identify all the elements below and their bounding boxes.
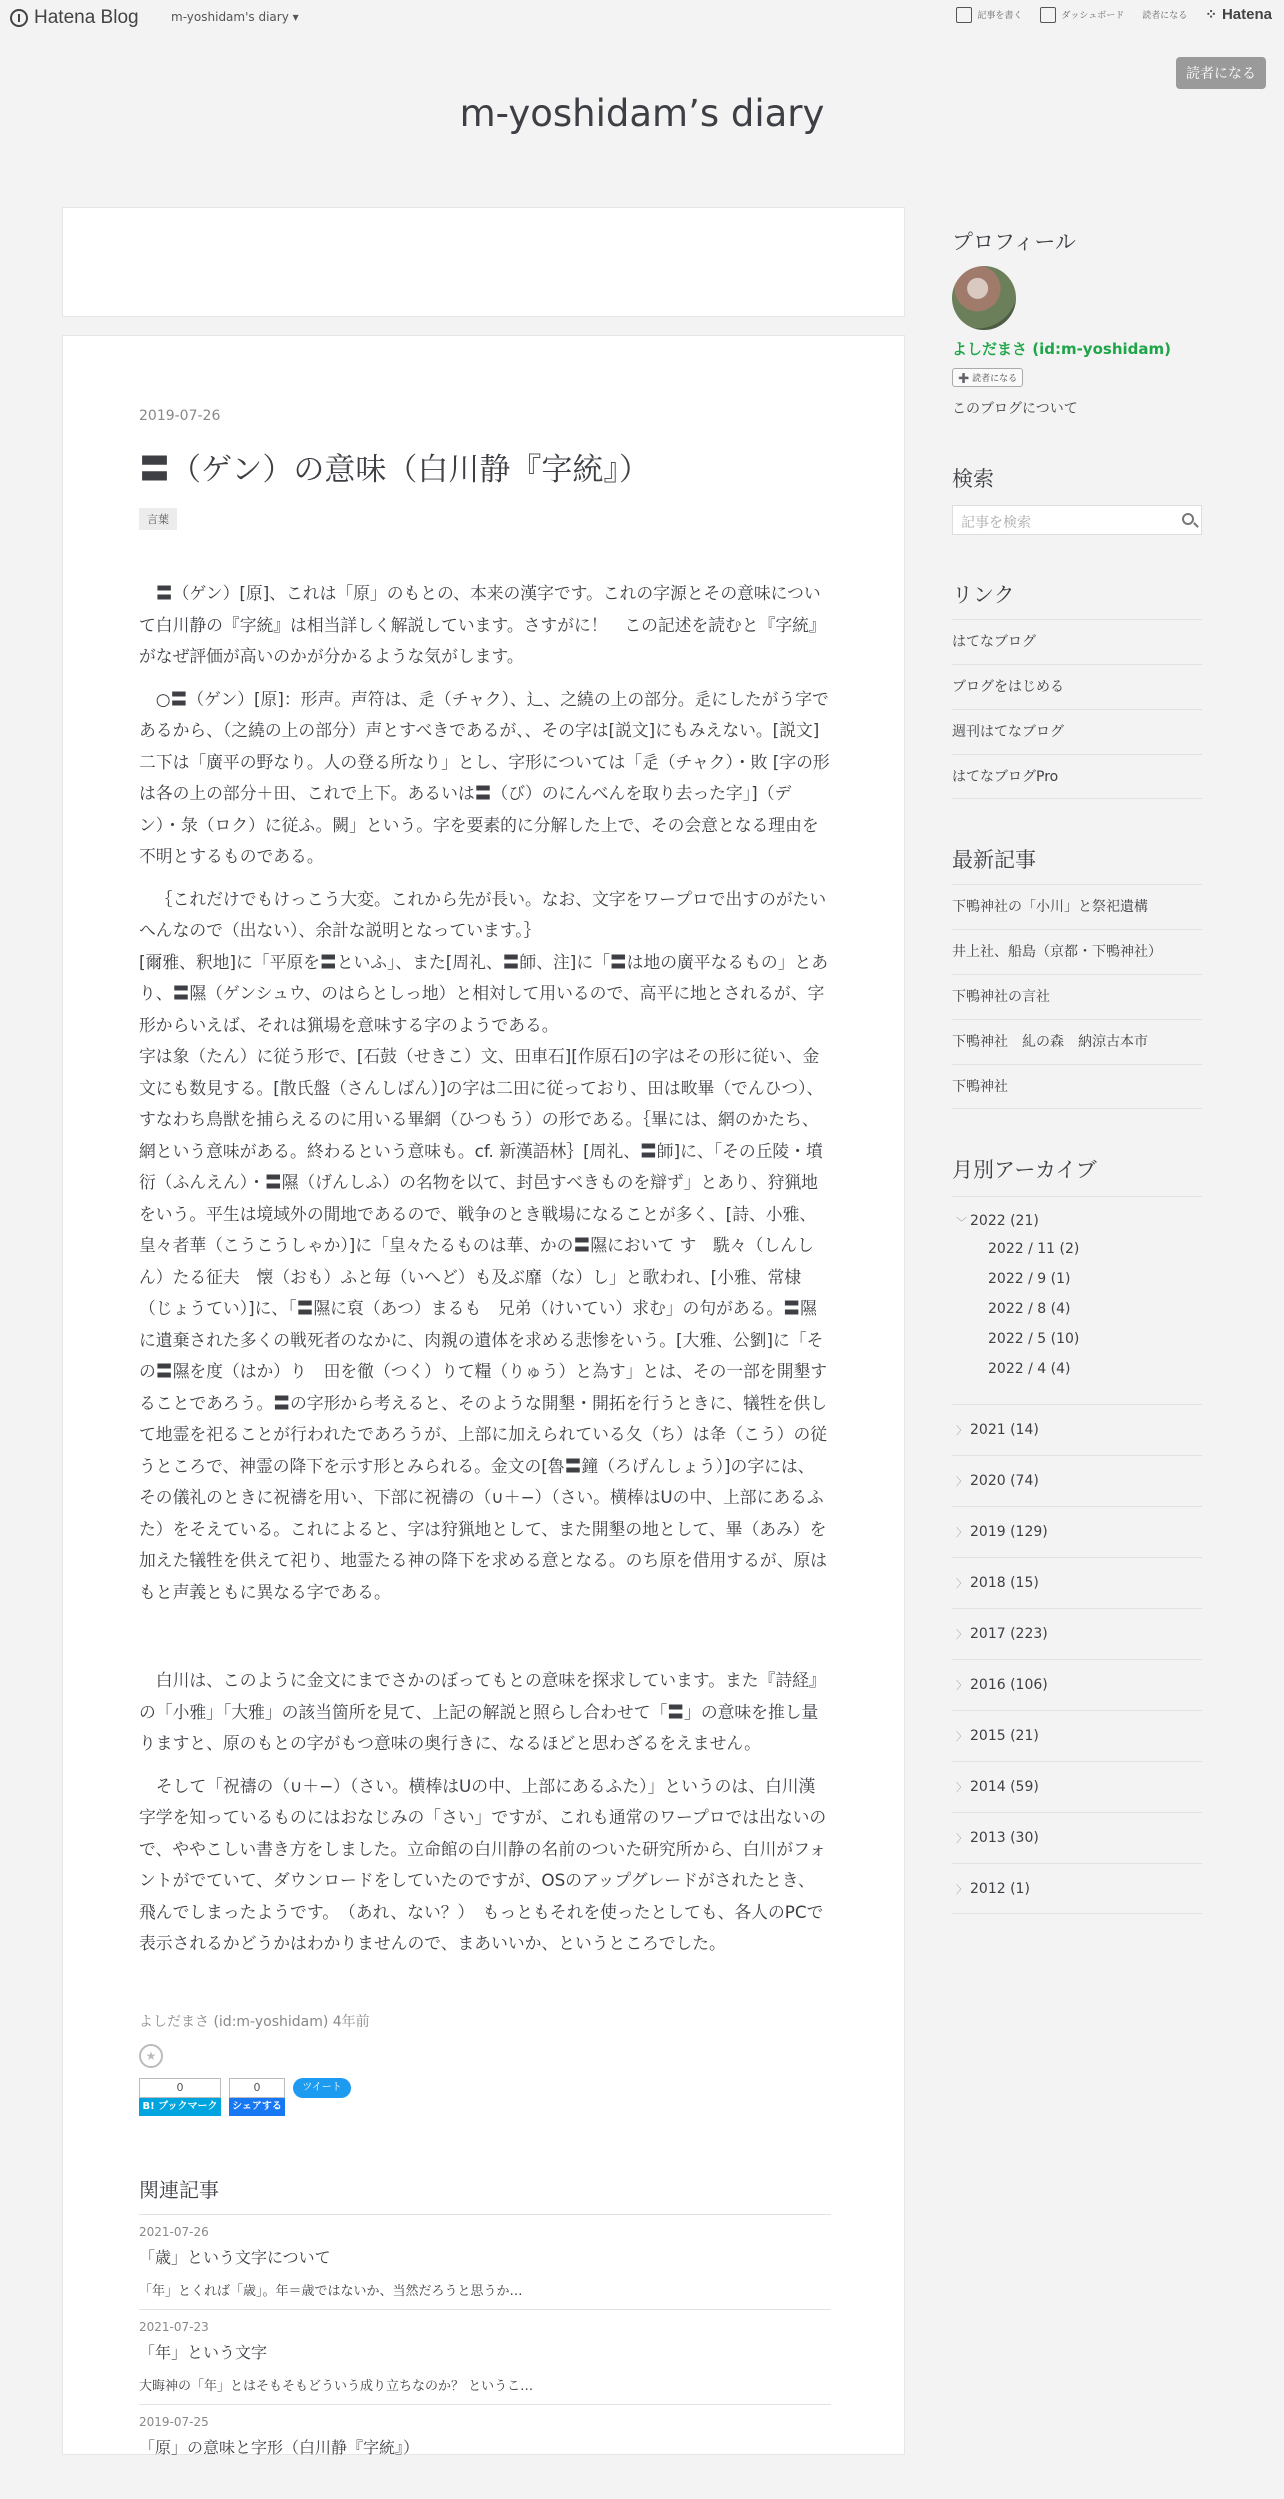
archive-year[interactable]: 〉 2014 (59)	[952, 1761, 1202, 1812]
body-paragraph: そして「祝禱の（∪＋−）（さい。横棒はUの中、上部にあるふた）」というのは、白川漢字学を知っているものにはおなじみの「さい」ですが、これも通常のワープロでは出ないので、ややこしい書き方をしました。立命館の白川静の名前のついた研究所から、白川がフォントがでていて、ダウンロードをしていたのですが、OSのアップグレードがされたとき、飛んでしまったようです。 （あれ、ない？） もっともそれを使ったとしても、各人のPCで表示されるかどうかはわかりませんので、まあいいか、というところでした。	[139, 1775, 827, 1953]
ad-placeholder	[62, 207, 905, 317]
body-paragraph: ○〓（ゲン）[原]：形声。声符は、辵（チャク）、辶、之繞の上の部分。辵にしたがう字であるから、（之繞の上の部分）声とすべきであるが、、その字は[説文]にもみえない。[説文]二下は「廣平の野なり。人の登る所なり」とし、字形については「辵（チャク）・敗 [字の形は各の上の部分＋田、これで上下。あるいは〓（び）のにんべんを取り去った字」]（デン）・彔（ロク）に従ふ。闕」という。字を要素的に分解した上で、その会意となる理由を不明とするものである。	[139, 688, 830, 866]
related-title[interactable]: 「原」の意味と字形（白川静『字統』）	[139, 2438, 420, 2457]
hatena-dots-icon: ⁘	[1205, 6, 1217, 22]
links-list	[952, 619, 1202, 799]
dashboard-icon	[1040, 7, 1056, 23]
recent-item[interactable]: 下鴨神社の言社	[952, 974, 1202, 1019]
related-date: 2021-07-26	[139, 2225, 209, 2239]
bookmark-count: 0	[139, 2078, 221, 2098]
body-paragraph: ｛これだけでもけっこう大変。これから先が長い。なお、文字をワープロで出すのがたいへんなので（出ない）、余計な説明となっています。｝	[139, 888, 827, 940]
archive-year[interactable]: 〉 2018 (15)	[952, 1557, 1202, 1608]
archive-year[interactable]: 〉 2016 (106)	[952, 1659, 1202, 1710]
chevron-right-icon: 〉	[956, 1628, 967, 1641]
body-paragraph: [爾雅、釈地]に「平原を〓といふ」、また[周礼、〓師、注]に「〓は地の廣平なるもの」とあり、〓隰（ゲンシュウ、のはらとしっ地）と相対して用いるので、高平に地とされるが、字形からいえば、それは猟場を意味する字のようである。	[139, 951, 829, 1035]
link-item[interactable]: ブログをはじめる	[952, 664, 1202, 709]
global-header-actions	[956, 6, 1272, 23]
category-tag[interactable]: 言葉	[139, 508, 177, 530]
recent-list	[952, 884, 1202, 1109]
blog-title[interactable]: m-yoshidam’s diary	[459, 92, 825, 135]
chevron-right-icon: 〉	[956, 1475, 967, 1488]
hatena-blog-logo[interactable]: Hatena Blog	[10, 7, 139, 29]
link-item[interactable]: 週刊はてなブログ	[952, 709, 1202, 754]
about-blog-link[interactable]: このブログについて	[952, 401, 1078, 417]
dashboard-link[interactable]: ダッシュボード	[1040, 7, 1124, 23]
recent-heading: 最新記事	[952, 848, 1036, 872]
related-list	[139, 2214, 831, 2499]
chevron-right-icon: 〉	[956, 1679, 967, 1692]
facebook-count: 0	[229, 2078, 285, 2098]
chevron-right-icon: 〉	[956, 1781, 967, 1794]
related-title[interactable]: 「歳」という文字について	[139, 2248, 331, 2267]
chevron-right-icon: 〉	[956, 1883, 967, 1896]
chevron-right-icon: 〉	[956, 1577, 967, 1590]
facebook-label: シェアする	[229, 2098, 285, 2116]
archive-year[interactable]: 〉 2017 (223)	[952, 1608, 1202, 1659]
profile-module	[952, 226, 1202, 417]
archive-year[interactable]: 〉 2020 (74)	[952, 1455, 1202, 1506]
hatena-logo-icon	[10, 9, 28, 27]
archive-months	[970, 1241, 1202, 1391]
share-buttons	[139, 2078, 351, 2116]
facebook-share-button[interactable]	[229, 2078, 285, 2116]
profile-subscribe-button[interactable]: ➕ 読者になる	[952, 368, 1023, 387]
entry-date[interactable]: 2019-07-26	[139, 408, 221, 424]
archive-heading: 月別アーカイブ	[952, 1158, 1097, 1182]
chevron-down-icon: ﹀	[956, 1216, 967, 1229]
body-paragraph: 〓（ゲン）[原]、これは「原」のもとの、本来の漢字です。これの字源とその意味について白川静の『字統』は相当詳しく解説しています。さすがに！ この記述を読むと『字統』がなぜ評価が高いのかが分かるような気がします。	[139, 583, 826, 666]
search-icon[interactable]	[1182, 513, 1194, 525]
recent-item[interactable]: 下鴨神社	[952, 1064, 1202, 1109]
chevron-right-icon: 〉	[956, 1526, 967, 1539]
hatena-menu[interactable]: ⁘ Hatena	[1205, 6, 1272, 23]
archive-year-open[interactable]: ﹀ 2022 (21) 2022 / 11 (2) 2022 / 9 (1) 2022 / 8 (4) 2022 / 5 (10) 2022 / 4 (4)	[952, 1196, 1202, 1404]
related-snippet: 大晦神の「年」とはそもそもどういう成り立ちなのか？ というこ…	[139, 2379, 534, 2394]
profile-heading: プロフィール	[952, 230, 1076, 254]
recent-item[interactable]: 下鴨神社の「小川」と祭祀遺構	[952, 884, 1202, 929]
blog-switcher[interactable]: m-yoshidam's diary ▾	[171, 10, 299, 24]
subscribe-button[interactable]: 読者になる	[1176, 57, 1266, 89]
recent-item[interactable]: 下鴨神社 糺の森 納涼古本市	[952, 1019, 1202, 1064]
entry-author-line[interactable]: よしだまさ (id:m-yoshidam) 4年前	[139, 2014, 370, 2030]
add-star-icon[interactable]: ★	[139, 2044, 163, 2068]
recent-entries-module	[952, 844, 1202, 1095]
chevron-right-icon: 〉	[956, 1424, 967, 1437]
write-article-link[interactable]: 記事を書く	[956, 7, 1022, 23]
article	[62, 335, 905, 2455]
links-module	[952, 579, 1202, 785]
archive-month[interactable]: 2022 / 11 (2)	[988, 1241, 1080, 1257]
reader-link[interactable]: 読者になる	[1142, 11, 1188, 21]
related-date: 2019-07-25	[139, 2415, 209, 2429]
related-item[interactable]	[139, 2309, 831, 2404]
related-snippet: 「年」とくれば「歳」。年＝歳ではないか、当然だろうと思うか…	[139, 2284, 523, 2299]
related-date: 2021-07-23	[139, 2320, 209, 2334]
archive-month[interactable]: 2022 / 9 (1)	[988, 1271, 1071, 1287]
links-heading: リンク	[952, 583, 1015, 607]
archive-year[interactable]: 〉 2012 (1)	[952, 1863, 1202, 1914]
avatar[interactable]	[952, 266, 1016, 330]
recent-item[interactable]: 井上社、船島（京都・下鴨神社）	[952, 929, 1202, 974]
chevron-right-icon: 〉	[956, 1832, 967, 1845]
tweet-button[interactable]: ツイート	[293, 2078, 351, 2098]
archive-year[interactable]: 〉 2013 (30)	[952, 1812, 1202, 1863]
link-item[interactable]: はてなブログ	[952, 619, 1202, 664]
profile-name-link[interactable]: よしだまさ (id:m-yoshidam)	[952, 340, 1171, 358]
archive-list	[952, 1196, 1202, 1914]
bookmark-label: B! ブックマーク	[139, 2098, 221, 2116]
archive-module	[952, 1154, 1202, 1897]
archive-month[interactable]: 2022 / 5 (10)	[988, 1331, 1080, 1347]
global-header	[0, 0, 1284, 36]
related-item[interactable]	[139, 2404, 831, 2499]
bookmark-button[interactable]	[139, 2078, 221, 2116]
search-heading: 検索	[952, 467, 994, 491]
link-item[interactable]: はてなブログPro	[952, 754, 1202, 799]
body-paragraph: 白川は、このように金文にまでさかのぼってもとの意味を探求しています。また『詩経』の「小雅」「大雅」の該当箇所を見て、上記の解説と照らし合わせて「〓」の意味を推し量りますと、原のもとの字がもつ意味の奥行きに、なるほどと思わざるをえません。	[139, 1670, 826, 1753]
archive-year[interactable]: 〉 2019 (129)	[952, 1506, 1202, 1557]
archive-month[interactable]: 2022 / 8 (4)	[988, 1301, 1071, 1317]
body-paragraph: 字は象（たん）に従う形で、[石鼓（せきこ）文、田車石][作原石]の字はその形に従い、金文にも数見する。[散氏盤（さんしばん）]の字は二田に従っており、田は畋畢（でんひつ）、すなわち鳥獣を捕らえるのに用いる畢網（ひつもう）の形である。｛畢には、網のかたち、網という意味がある。終わるという意味も。cf. 新漢語林｝[周礼、〓師]に、「その丘陵・墳衍（ふんえん）・〓隰（げんしふ）の名物を以て、封邑すべきものを辯ず」とあり、狩猟地をいう。平生は境域外の閒地であるので、戦争のとき戦場になることが多く、[詩、小雅、皇々者華（こうこうしゃか）]に「皇々たるものは華、かの〓隰において す 駪々（しんしん）たる征夫 懐（おも）ふと毎（いへど）も及ぶ靡（な）し」と歌われ、[小雅、常棣（じょうてい）]に、「〓隰に裒（あつ）まるも 兄弟（けいてい）求む」の句がある。〓隰に遺棄された多くの戦死者のなかに、肉親の遺体を求める悲惨をいう。[大雅、公劉]に「その〓隰を度（はか）り 田を徹（つく）りて糧（りゅう）と為す」とは、その一部を開墾することであろう。〓の字形から考えると、そのような開墾・開拓を行うときに、犠牲を供して地霊を祀ることが行われたであろうが、上部に加えられている夂（ち）は夅（こう）の従うところで、神霊の降下を示す形とみられる。金文の[魯〓鐘（ろげんしょう）]の字には、その儀礼のときに祝禱を用い、下部に祝禱の（∪＋−）（さい。横棒はUの中、上部にあるふた）をそえている。これによると、字は狩猟地として、また開墾の地として、畢（あみ）を加えた犠牲を供えて祀り、地霊たる神の降下を求める意となる。のち原を借用するが、原はもと声義ともに異なる字である。	[139, 1046, 828, 1602]
search-module	[952, 463, 1202, 531]
archive-year[interactable]: 〉 2015 (21)	[952, 1710, 1202, 1761]
pencil-icon	[956, 7, 972, 23]
archive-month[interactable]: 2022 / 4 (4)	[988, 1361, 1071, 1377]
entry-title[interactable]: 〓（ゲン）の意味（白川静『字統』）	[139, 452, 650, 488]
related-title[interactable]: 「年」という文字	[139, 2343, 268, 2362]
related-item[interactable]	[139, 2214, 831, 2309]
entry-body	[139, 578, 831, 1971]
archive-year[interactable]: 〉 2021 (14)	[952, 1404, 1202, 1455]
related-heading: 関連記事	[139, 2178, 219, 2202]
search-input[interactable]: 記事を検索	[952, 505, 1202, 535]
chevron-right-icon: 〉	[956, 1730, 967, 1743]
